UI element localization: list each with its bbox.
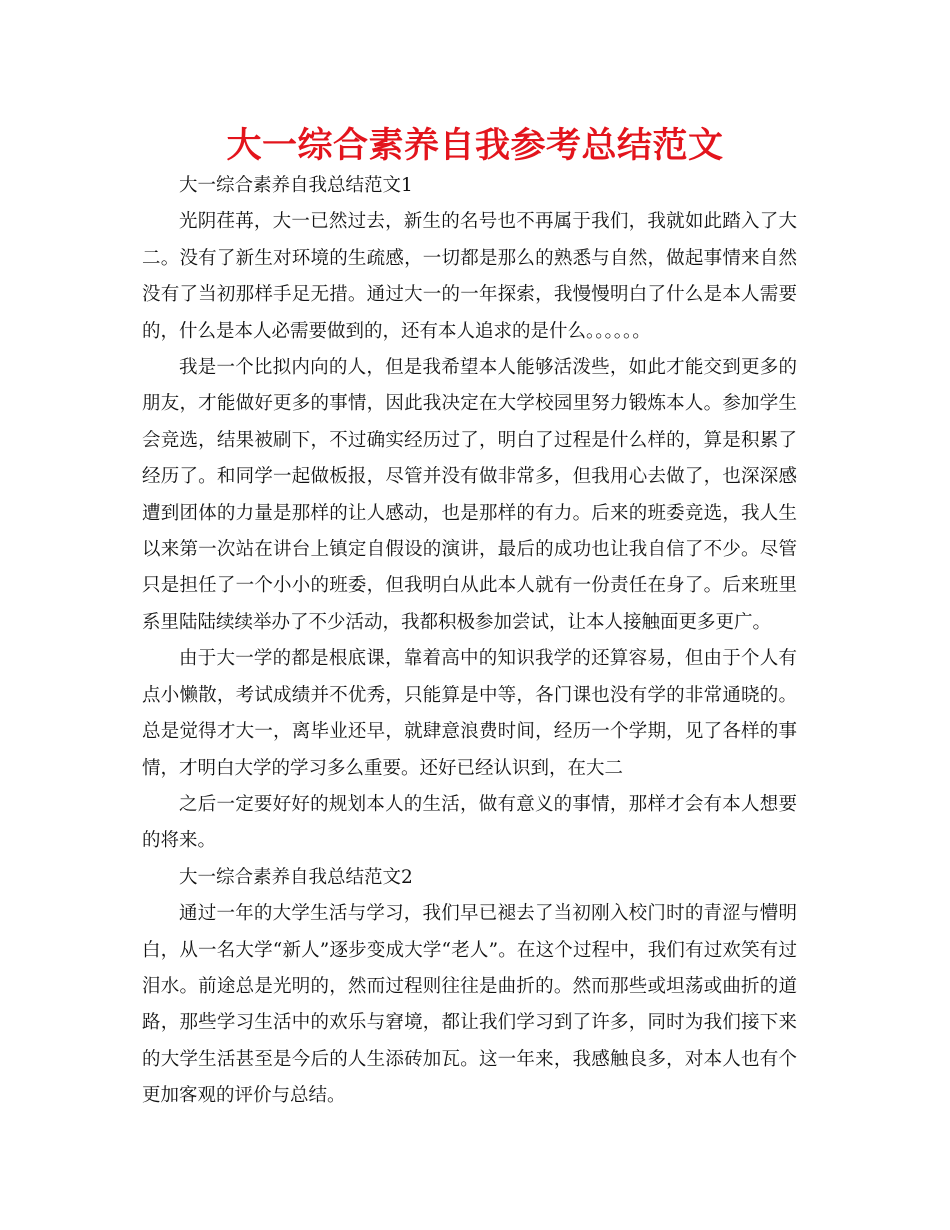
paragraph: 我是一个比拟内向的人，但是我希望本人能够活泼些，如此才能交到更多的朋友，才能做好更多的事情，因此我决定在大学校园里努力锻炼本人。参加学生会竞选，结果被刷下，不过确实经历过了，明白了过程是什么样的，算是积累了经历了。和同学一起做板报，尽管并没有做非常多，但我用心去做了，也深深感遭到团体的力量是那样的让人感动，也是那样的有力。后来的班委竞选，我人生以来第一次站在讲台上镇定自假设的演讲，最后的成功也让我自信了不少。尽管只是担任了一个小小的班委，但我明白从此本人就有一份责任在身了。后来班里系里陆陆续续举办了不少活动，我都积极参加尝试，让本人接触面更多更广。: [142, 357, 797, 633]
document-body: [142, 168, 797, 1115]
paragraph: 之后一定要好好的规划本人的生活，做有意义的事情，那样才会有本人想要的将来。: [142, 793, 797, 852]
document-title: 大一综合素养自我参考总结范文: [226, 126, 724, 166]
section-heading-2: 大一综合素养自我总结范文2: [179, 866, 413, 888]
paragraph: 光阴荏苒，大一已然过去，新生的名号也不再属于我们，我就如此踏入了大二。没有了新生对环境的生疏感，一切都是那么的熟悉与自然，做起事情来自然没有了当初那样手足无措。通过大一的一年探索，我慢慢明白了什么是本人需要的，什么是本人必需要做到的，还有本人追求的是什么。。。。。。: [142, 211, 797, 342]
paragraph: 通过一年的大学生活与学习，我们早已褪去了当初刚入校门时的青涩与懵明白，从一名大学“新人”逐步变成大学“老人”。在这个过程中，我们有过欢笑有过泪水。前途总是光明的，然而过程则往往是曲折的。然而那些或坦荡或曲折的道路，那些学习生活中的欢乐与窘境，都让我们学习到了许多，同时为我们接下来的大学生活甚至是今后的人生添砖加瓦。这一年来，我感触良多，对本人也有个更加客观的评价与总结。: [142, 903, 797, 1107]
section-heading-1: 大一综合素养自我总结范文1: [179, 175, 413, 196]
paragraph: 由于大一学的都是根底课，靠着高中的知识我学的还算容易，但由于个人有点小懒散，考试成绩并不优秀，只能算是中等，各门课也没有学的非常通晓的。总是觉得才大一，离毕业还早，就肆意浪费时间，经历一个学期，见了各样的事情，才明白大学的学习多么重要。还好已经认识到，在大二: [142, 648, 797, 779]
